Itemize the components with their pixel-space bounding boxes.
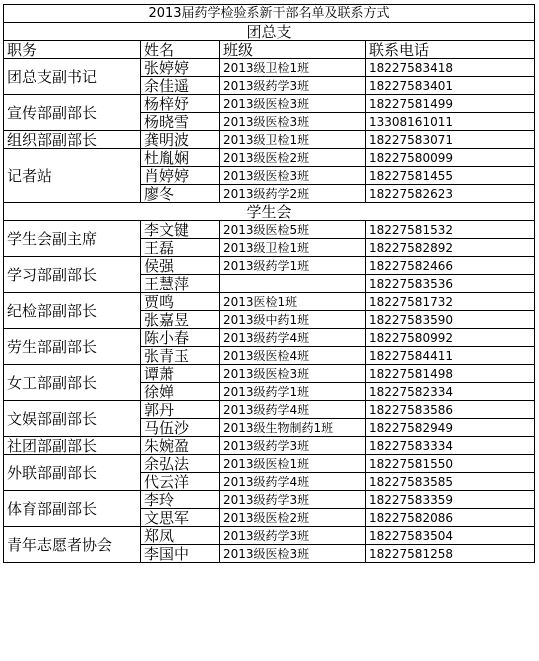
member-class: 2013级医检3班 — [220, 167, 366, 185]
role-cell: 纪检部副部长 — [4, 293, 141, 329]
member-class: 2013级医检3班 — [220, 365, 366, 383]
member-phone: 18227583586 — [366, 401, 535, 419]
table-row — [4, 95, 535, 113]
section-row — [4, 23, 535, 41]
role-cell: 宣传部副部长 — [4, 95, 141, 131]
table-row — [4, 329, 535, 347]
role-cell: 女工部副部长 — [4, 365, 141, 401]
member-phone: 18227580099 — [366, 149, 535, 167]
section-title: 学生会 — [4, 203, 535, 221]
member-name: 王磊 — [141, 239, 220, 257]
member-class: 2013级药学3班 — [220, 437, 366, 455]
member-class: 2013级医检5班 — [220, 221, 366, 239]
member-name: 代云洋 — [141, 473, 220, 491]
member-class: 2013级卫检1班 — [220, 239, 366, 257]
section-row — [4, 203, 535, 221]
member-class: 2013级医检3班 — [220, 95, 366, 113]
member-class: 2013级医检3班 — [220, 113, 366, 131]
member-name: 余弘法 — [141, 455, 220, 473]
member-class: 2013级药学1班 — [220, 257, 366, 275]
role-cell: 外联部副部长 — [4, 455, 141, 491]
member-phone: 18227583401 — [366, 77, 535, 95]
member-name: 李文键 — [141, 221, 220, 239]
role-cell: 社团部副部长 — [4, 437, 141, 455]
member-phone: 18227583334 — [366, 437, 535, 455]
table-row — [4, 221, 535, 239]
member-phone: 18227583359 — [366, 491, 535, 509]
class-header: 班级 — [220, 41, 366, 59]
roster-table — [3, 4, 535, 563]
member-class: 2013级药学4班 — [220, 473, 366, 491]
member-class: 2013级药学3班 — [220, 491, 366, 509]
table-row — [4, 257, 535, 275]
member-phone: 18227583585 — [366, 473, 535, 491]
role-header: 职务 — [4, 41, 141, 59]
member-name: 侯强 — [141, 257, 220, 275]
member-phone: 18227582086 — [366, 509, 535, 527]
member-phone: 18227581258 — [366, 545, 535, 563]
member-phone: 18227584411 — [366, 347, 535, 365]
member-class: 2013级药学1班 — [220, 383, 366, 401]
table-row — [4, 149, 535, 167]
member-name: 肖婷婷 — [141, 167, 220, 185]
member-phone: 18227580992 — [366, 329, 535, 347]
name-header: 姓名 — [141, 41, 220, 59]
member-phone: 18227582623 — [366, 185, 535, 203]
member-class: 2013级医检2班 — [220, 149, 366, 167]
member-class: 2013级医检4班 — [220, 347, 366, 365]
member-name: 廖冬 — [141, 185, 220, 203]
role-cell: 青年志愿者协会 — [4, 527, 141, 563]
member-class: 2013级中药1班 — [220, 311, 366, 329]
member-class: 2013级药学4班 — [220, 329, 366, 347]
member-class: 2013级卫检1班 — [220, 131, 366, 149]
member-phone: 18227582949 — [366, 419, 535, 437]
sheet-title: 2013届药学检验系新干部名单及联系方式 — [4, 5, 535, 23]
member-class: 2013级药学3班 — [220, 527, 366, 545]
member-name: 张婷婷 — [141, 59, 220, 77]
member-name: 郭丹 — [141, 401, 220, 419]
member-name: 龚明波 — [141, 131, 220, 149]
member-class: 2013级药学2班 — [220, 185, 366, 203]
member-phone: 18227583071 — [366, 131, 535, 149]
phone-header: 联系电话 — [366, 41, 535, 59]
member-name: 李国中 — [141, 545, 220, 563]
member-name: 王慧萍 — [141, 275, 220, 293]
member-phone: 18227583590 — [366, 311, 535, 329]
table-row — [4, 527, 535, 545]
member-phone: 18227581455 — [366, 167, 535, 185]
member-class — [220, 275, 366, 293]
member-class: 2013级药学4班 — [220, 401, 366, 419]
member-phone: 18227583504 — [366, 527, 535, 545]
member-name: 陈小春 — [141, 329, 220, 347]
member-phone: 18227583536 — [366, 275, 535, 293]
member-name: 马伍沙 — [141, 419, 220, 437]
member-phone: 18227581732 — [366, 293, 535, 311]
role-cell: 劳生部副部长 — [4, 329, 141, 365]
member-phone: 18227582466 — [366, 257, 535, 275]
member-name: 贾鸣 — [141, 293, 220, 311]
member-name: 杜胤娴 — [141, 149, 220, 167]
member-class: 2013级医检1班 — [220, 455, 366, 473]
member-class: 2013级药学3班 — [220, 77, 366, 95]
member-name: 朱婉盈 — [141, 437, 220, 455]
member-phone: 18227581498 — [366, 365, 535, 383]
role-cell: 团总支副书记 — [4, 59, 141, 95]
table-row — [4, 401, 535, 419]
member-name: 李玲 — [141, 491, 220, 509]
member-phone: 18227583418 — [366, 59, 535, 77]
member-class: 2013级生物制药1班 — [220, 419, 366, 437]
table-row — [4, 455, 535, 473]
member-phone: 18227581550 — [366, 455, 535, 473]
role-cell: 学生会副主席 — [4, 221, 141, 257]
member-phone: 18227582334 — [366, 383, 535, 401]
role-cell: 学习部副部长 — [4, 257, 141, 293]
title-row — [4, 5, 535, 23]
member-name: 余佳遥 — [141, 77, 220, 95]
role-cell: 组织部副部长 — [4, 131, 141, 149]
member-name: 郑凤 — [141, 527, 220, 545]
table-row — [4, 131, 535, 149]
table-row — [4, 365, 535, 383]
role-cell: 体育部副部长 — [4, 491, 141, 527]
role-cell: 记者站 — [4, 149, 141, 203]
section-title: 团总支 — [4, 23, 535, 41]
table-row — [4, 491, 535, 509]
member-name: 杨晓雪 — [141, 113, 220, 131]
member-phone: 18227582892 — [366, 239, 535, 257]
table-row — [4, 59, 535, 77]
member-name: 张嘉昱 — [141, 311, 220, 329]
member-phone: 18227581499 — [366, 95, 535, 113]
column-header-row — [4, 41, 535, 59]
member-class: 2013医检1班 — [220, 293, 366, 311]
table-row — [4, 293, 535, 311]
table-row — [4, 437, 535, 455]
member-class: 2013级医检2班 — [220, 509, 366, 527]
member-name: 谭萧 — [141, 365, 220, 383]
role-cell: 文娱部副部长 — [4, 401, 141, 437]
member-name: 徐婵 — [141, 383, 220, 401]
member-name: 杨梓妤 — [141, 95, 220, 113]
member-name: 张青玉 — [141, 347, 220, 365]
member-class: 2013级卫检1班 — [220, 59, 366, 77]
member-phone: 18227581532 — [366, 221, 535, 239]
member-phone: 13308161011 — [366, 113, 535, 131]
member-name: 文思军 — [141, 509, 220, 527]
member-class: 2013级医检3班 — [220, 545, 366, 563]
